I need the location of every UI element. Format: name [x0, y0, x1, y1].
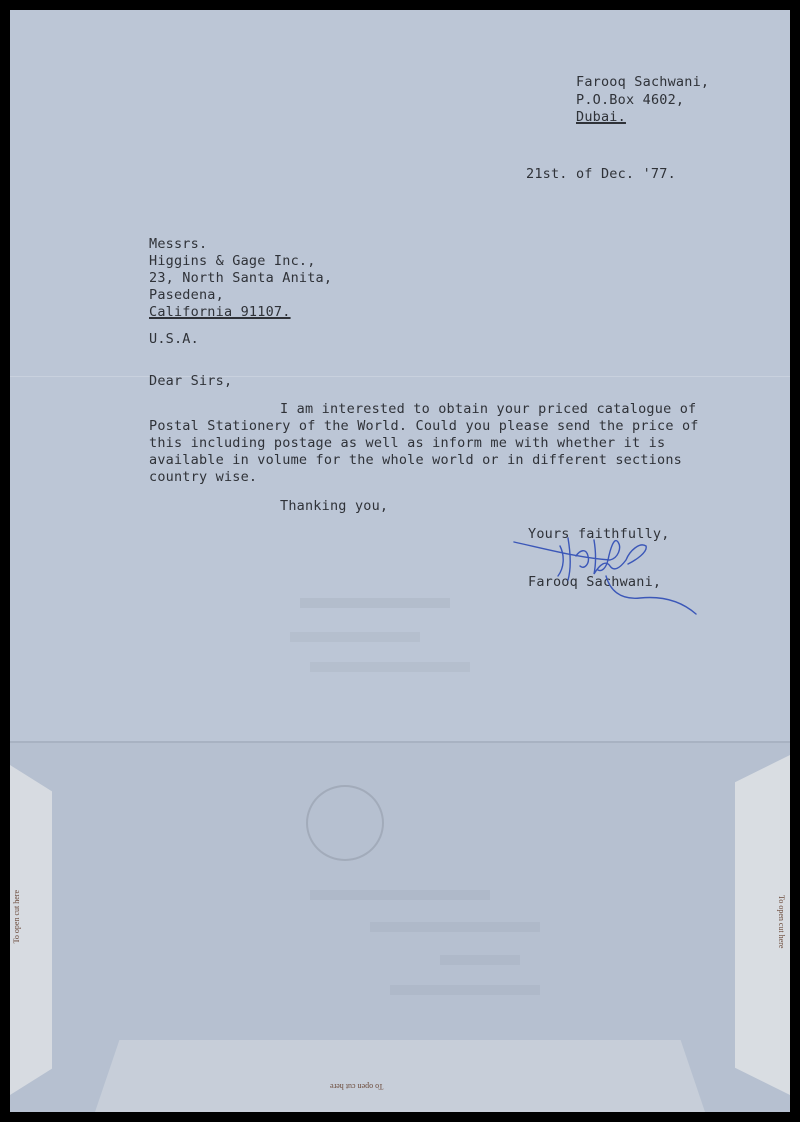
sender-name: Farooq Sachwani, [576, 74, 710, 90]
body-line: I am interested to obtain your priced catalogue of [280, 401, 697, 417]
aerogramme-sheet [10, 10, 790, 1112]
signatory-name: Farooq Sachwani, [528, 574, 662, 590]
cut-instruction-right: To open cut here [777, 895, 786, 949]
showthrough-text [310, 890, 490, 900]
recipient-street: 23, North Santa Anita, [149, 270, 333, 286]
recipient-salutation: Messrs. [149, 236, 208, 252]
recipient-state-zip: California 91107. [149, 304, 291, 320]
closing-line: Yours faithfully, [528, 526, 670, 542]
fold-line-lower [10, 741, 790, 743]
showthrough-text [290, 632, 420, 642]
letter-date: 21st. of Dec. '77. [526, 166, 676, 182]
recipient-company: Higgins & Gage Inc., [149, 253, 316, 269]
showthrough-text [310, 662, 470, 672]
cut-instruction-bottom: To open cut here [330, 1082, 384, 1091]
fold-line [10, 376, 790, 377]
handwritten-signature [510, 520, 700, 620]
recipient-city: Pasedena, [149, 287, 224, 303]
postmark-showthrough [306, 785, 384, 861]
body-line: available in volume for the whole world or in different sections [149, 452, 682, 468]
showthrough-text [440, 955, 520, 965]
bottom-flap [95, 1040, 705, 1112]
showthrough-text [370, 922, 540, 932]
greeting: Dear Sirs, [149, 373, 233, 389]
sender-city: Dubai. [576, 109, 626, 125]
thanks-line: Thanking you, [280, 498, 389, 514]
body-line: this including postage as well as inform me with whether it is [149, 435, 666, 451]
cut-instruction-left: To open cut here [12, 890, 21, 944]
recipient-country: U.S.A. [149, 331, 199, 347]
sender-address: P.O.Box 4602, [576, 92, 685, 108]
body-line: Postal Stationery of the World. Could you please send the price of [149, 418, 699, 434]
body-line: country wise. [149, 469, 258, 485]
showthrough-text [300, 598, 450, 608]
showthrough-text [390, 985, 540, 995]
